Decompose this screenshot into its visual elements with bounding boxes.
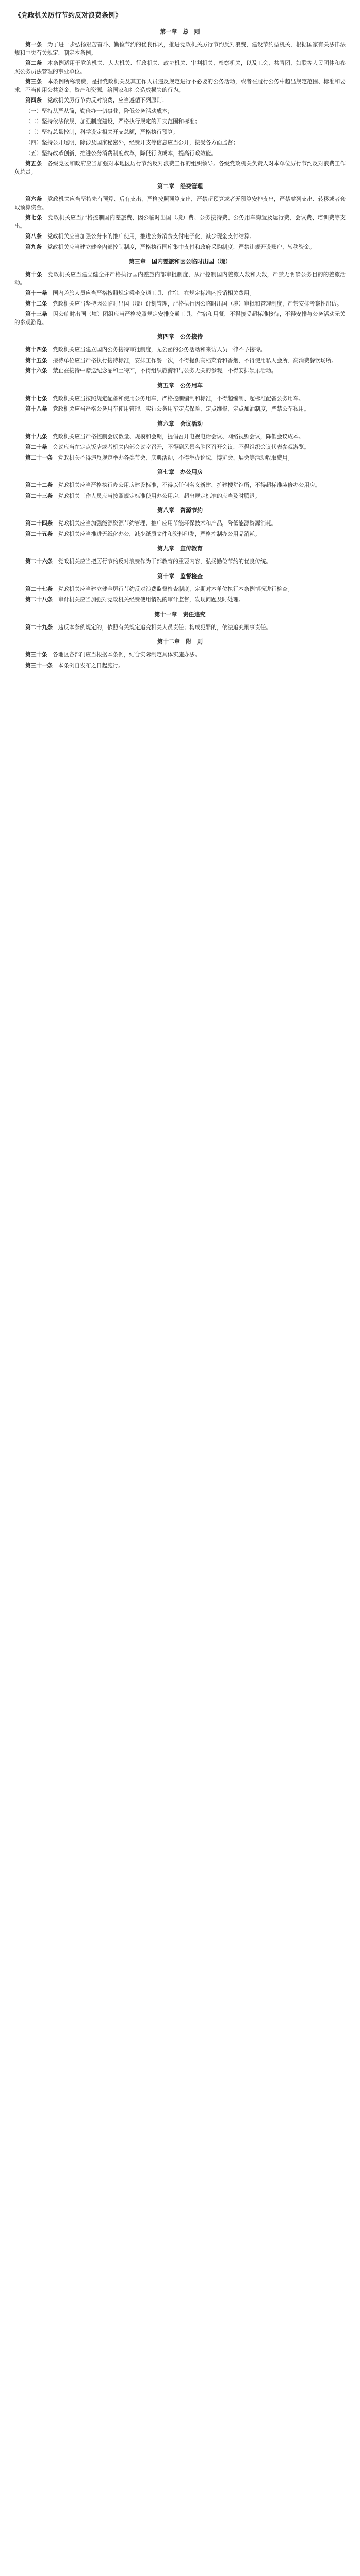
- article-paragraph: [14, 139, 346, 147]
- article-text: 党政机关应当建立国内公务接待审批制度，无公函的公务活动和来访人员一律不予接待。: [53, 347, 266, 353]
- article-text: 审计机关应当加强对党政机关经费使用情况的审计监督，发现问题及时处理。: [58, 597, 244, 603]
- article-number: 第十条: [25, 272, 42, 278]
- article-number: 第三十条: [25, 652, 47, 658]
- article-text: 党政机关工作人员应当按照规定标准使用办公用房，超出规定标准的应当及时腾退。: [58, 493, 260, 499]
- chapter-heading: 第十一章 责任追究: [154, 611, 206, 618]
- article-paragraph: [14, 454, 346, 463]
- article-number: 第六条: [25, 196, 42, 202]
- article-text: 禁止在接待中赠送纪念品和土特产，不得组织旅游和与公务无关的参观，不得安排娱乐活动。: [53, 368, 277, 374]
- article-number: 第十四条: [25, 347, 47, 353]
- article-number: 第十八条: [25, 406, 47, 412]
- article-paragraph: [14, 244, 346, 252]
- article-paragraph: [14, 662, 346, 670]
- article-text: 党政机关应当严格执行办公用房建设标准，不得以任何名义新建、扩建楼堂馆所，不得超标准装修办公用房。: [58, 482, 321, 488]
- chapter-heading: 第三章 国内差旅和因公临时出国（境）: [129, 258, 231, 265]
- article-paragraph: [14, 290, 346, 298]
- article-text: 国内差旅人员应当严格按照规定乘坐交通工具、住宿，在规定标准内报销相关费用。: [53, 290, 255, 296]
- chapter-heading: 第一章 总 则: [160, 28, 200, 35]
- article-text: 违反本条例规定的，依照有关规定追究相关人员责任；构成犯罪的，依法追究刑事责任。: [58, 624, 271, 631]
- article-paragraph: [14, 624, 346, 632]
- article-paragraph: [14, 196, 346, 212]
- article-text: （二）坚持依法依规，加强制度建设，严格执行规定的开支范围和标准；: [25, 118, 201, 125]
- article-text: （三）坚持总量控制，科学设定相关开支总额，严格执行预算；: [25, 129, 178, 135]
- article-paragraph: [14, 78, 346, 94]
- article-number: 第二十二条: [25, 482, 53, 488]
- article-number: 第一条: [25, 42, 42, 48]
- article-paragraph: [14, 60, 346, 76]
- article-paragraph: [14, 214, 346, 230]
- chapter-heading: 第九章 宣传教育: [157, 545, 203, 552]
- article-text: （一）坚持从严从简，勤俭办一切事业，降低公务活动成本；: [25, 108, 173, 114]
- article-text: 党政机关应当建立健全厉行节约反对浪费监督检查制度，定期对本单位执行本条例情况进行检查。: [58, 586, 293, 592]
- article-number: 第十一条: [25, 290, 47, 296]
- article-text: 本条例适用于党的机关、人大机关、行政机关、政协机关、审判机关、检察机关，以及工会、共青团、妇联等人民团体和参照公务员法管理的事业单位。: [14, 60, 346, 75]
- article-paragraph: [14, 346, 346, 354]
- article-paragraph: [14, 357, 346, 365]
- article-number: 第九条: [25, 244, 42, 250]
- article-number: 第七条: [25, 215, 42, 221]
- article-number: 第三条: [25, 79, 42, 85]
- article-text: 党政机关厉行节约反对浪费，应当遵循下列原则：: [47, 97, 168, 104]
- article-text: 会议应当在定点饭店或者机关内部会议室召开，不得到风景名胜区召开会议，不得组织会议代表参观游览。: [53, 444, 310, 450]
- article-text: 各级党委和政府应当加强对本地区厉行节约反对浪费工作的组织领导。各级党政机关负责人对本单位厉行节约反对浪费工作负总责。: [14, 161, 346, 175]
- article-paragraph: [14, 444, 346, 452]
- article-paragraph: [14, 520, 346, 528]
- article-number: 第二十六条: [25, 558, 53, 565]
- article-text: 党政机关应当建立健全并严格执行国内差旅内部审批制度，从严控制国内差旅人数和天数，严禁无明确公务目的的差旅活动。: [14, 272, 346, 286]
- article-number: 第二十五条: [25, 531, 53, 537]
- article-text: 党政机关应当加强公务卡的推广使用，推进公务消费支付电子化，减少现金支付结算。: [47, 233, 255, 240]
- article-text: 党政机关应当严格控制会议数量、规模和会期，提倡召开电视电话会议、网络视频会议，降低会议成本。: [53, 433, 304, 440]
- article-text: （五）坚持改革创新，推进公务消费制度改革，降低行政成本，提高行政效能。: [25, 150, 217, 157]
- article-number: 第十九条: [25, 433, 47, 440]
- article-paragraph: [14, 41, 346, 57]
- article-paragraph: [14, 97, 346, 105]
- article-paragraph: [14, 150, 346, 158]
- article-paragraph: [14, 108, 346, 116]
- chapter-heading: 第六章 会议活动: [157, 420, 203, 427]
- article-text: 为了进一步弘扬艰苦奋斗、勤俭节约的优良作风，推进党政机关厉行节约反对浪费，建设节约型机关，根据国家有关法律法规和中央有关规定，制定本条例。: [14, 42, 346, 56]
- article-text: 各地区各部门应当根据本条例，结合实际制定具体实施办法。: [53, 652, 201, 658]
- article-number: 第二十三条: [25, 493, 53, 499]
- article-text: 因公临时出国（境）团组应当严格按照规定安排交通工具、住宿和用餐，不得接受超标准接待，不得安排与公务活动无关的参观游览。: [14, 311, 346, 326]
- article-paragraph: [14, 271, 346, 287]
- article-text: 党政机关应当按照规定配备和使用公务用车，严格控制编制和标准，不得超编制、超标准配备公务用车。: [53, 395, 304, 402]
- article-text: 接待单位应当严格执行接待标准，安排工作餐一次，不得提供高档菜肴和香烟，不得使用私人会所、高消费餐饮场所。: [53, 357, 337, 364]
- article-paragraph: [14, 433, 346, 442]
- article-paragraph: [14, 311, 346, 327]
- document-title: 《党政机关厉行节约反对浪费条例》: [14, 12, 122, 20]
- article-paragraph: [14, 651, 346, 659]
- article-number: 第十二条: [25, 300, 47, 307]
- article-number: 第二十八条: [25, 597, 53, 603]
- article-number: 第二条: [25, 60, 42, 66]
- article-paragraph: [14, 367, 346, 376]
- article-number: 第十三条: [25, 311, 48, 317]
- article-text: 本条例所称浪费，是指党政机关及其工作人员违反规定进行不必要的公务活动，或者在履行公务中超出规定范围、标准和要求，不当使用公共资金、资产和资源，给国家和社会造成损失的行为。: [14, 79, 346, 93]
- article-text: 党政机关应当严格控制国内差旅费、因公临时出国（境）费、公务接待费、公务用车购置及运行费、会议费、培训费等支出。: [14, 215, 346, 229]
- article-text: 党政机关应当严格公务用车使用管理，实行公务用车定点保险、定点维修、定点加油制度，严禁公车私用。: [53, 406, 310, 412]
- article-number: 第四条: [25, 97, 42, 104]
- article-paragraph: [14, 405, 346, 414]
- article-paragraph: [14, 558, 346, 566]
- article-text: 本条例自发布之日起施行。: [58, 662, 124, 669]
- article-text: 党政机关应当把厉行节约反对浪费作为干部教育的重要内容，弘扬勤俭节约的优良传统。: [58, 558, 271, 565]
- article-paragraph: [14, 118, 346, 126]
- article-number: 第五条: [25, 161, 42, 167]
- article-paragraph: [14, 300, 346, 309]
- article-number: 第二十一条: [25, 454, 53, 461]
- article-paragraph: [14, 233, 346, 241]
- article-number: 第二十四条: [25, 520, 53, 527]
- chapter-heading: 第十章 监督检查: [157, 572, 203, 580]
- article-number: 第十六条: [25, 368, 47, 374]
- article-text: 党政机关不得违反规定举办各类节会、庆典活动，不得举办论坛、博览会、展会等活动收取费用。: [58, 454, 293, 461]
- article-paragraph: [14, 586, 346, 594]
- article-paragraph: [14, 531, 346, 539]
- article-number: 第二十条: [25, 444, 47, 450]
- chapter-heading: 第五章 公务用车: [157, 382, 203, 389]
- chapter-list: [14, 28, 346, 670]
- chapter-heading: 第十二章 附 则: [157, 638, 203, 645]
- chapter-heading: 第二章 经费管理: [157, 183, 203, 190]
- article-number: 第二十九条: [25, 624, 53, 631]
- article-text: 党政机关应当坚持因公临时出国（境）计划管理，严格执行因公临时出国（境）审批和管理制度，严禁安排考察性出访。: [53, 300, 342, 307]
- article-text: 党政机关应当建立健全内部控制制度，严格执行国库集中支付和政府采购制度，严禁违规开设账户、转移资金。: [47, 244, 315, 250]
- article-number: 第十五条: [25, 357, 47, 364]
- chapter-heading: 第七章 办公用房: [157, 469, 203, 476]
- article-number: 第三十一条: [25, 662, 53, 669]
- article-paragraph: [14, 596, 346, 604]
- article-number: 第八条: [25, 233, 42, 240]
- article-text: （四）坚持公开透明，除涉及国家秘密外，经费开支等信息应当公开，接受各方面监督；: [25, 140, 239, 146]
- article-number: 第十七条: [25, 395, 47, 402]
- article-paragraph: [14, 493, 346, 501]
- article-paragraph: [14, 129, 346, 137]
- chapter-heading: 第四章 公务接待: [157, 333, 203, 340]
- article-text: 党政机关应当推进无纸化办公，减少纸质文件和资料印发，严格控制办公用品消耗。: [58, 531, 260, 537]
- chapter-heading: 第八章 资源节约: [157, 507, 203, 514]
- article-paragraph: [14, 395, 346, 403]
- article-number: 第二十七条: [25, 586, 53, 592]
- article-text: 党政机关应当坚持先有预算、后有支出，严格按照预算支出，严禁超预算或者无预算安排支出，严禁虚列支出、转移或者套取预算资金。: [14, 196, 346, 211]
- article-paragraph: [14, 160, 346, 176]
- article-paragraph: [14, 482, 346, 490]
- article-text: 党政机关应当加强能源资源节约管理，推广应用节能环保技术和产品，降低能源资源消耗。: [58, 520, 277, 527]
